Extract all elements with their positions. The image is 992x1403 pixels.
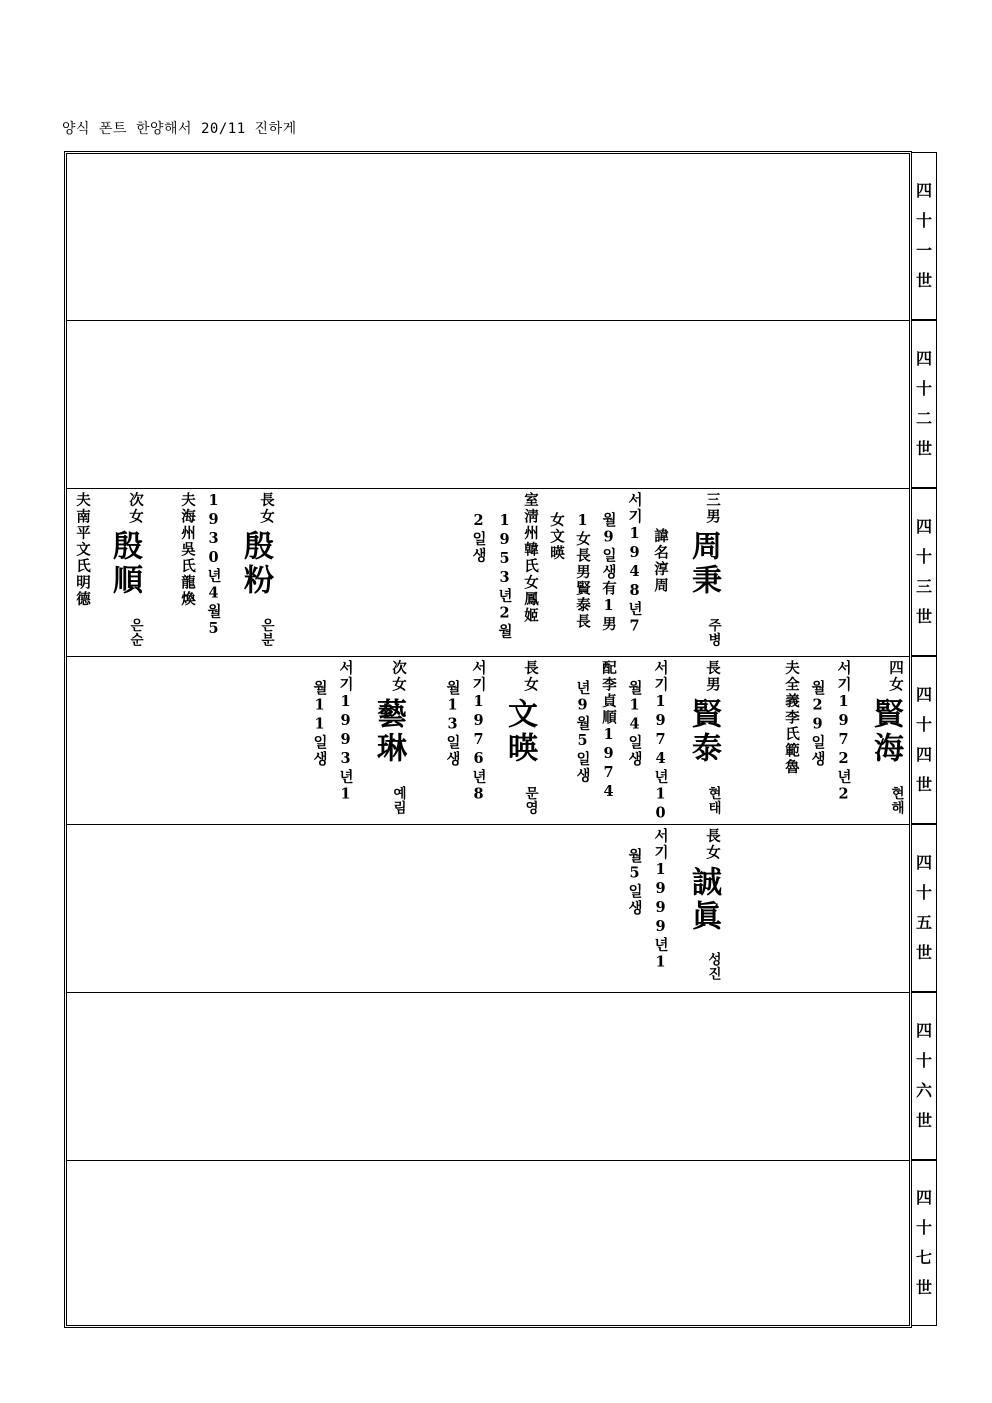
generation-label-44: 四 十 四 世 xyxy=(912,656,937,824)
person-husband-eunsun: 夫南平文氏明德 xyxy=(74,492,91,608)
person-spouse-birth-juhbyung-2: 2일생 xyxy=(470,512,487,564)
person-birth-juhbyung-2: 월9일생有1男 xyxy=(600,512,617,633)
person-birth-hyuntae-2: 월14일생 xyxy=(626,680,643,768)
generation-label-47: 四 十 七 世 xyxy=(912,1160,937,1326)
relation-first-daughter-45: 長女 xyxy=(704,828,721,861)
person-name-kor-hyuntae: 현태 xyxy=(705,786,721,815)
person-birth-yerim-2: 월11일생 xyxy=(311,680,328,768)
relation-first-son: 長男 xyxy=(704,660,721,693)
generation-label-46: 四 十 六 世 xyxy=(912,992,937,1160)
person-birth-hyuntae: 서기1974년10 xyxy=(652,660,669,824)
relation-first-daughter-44: 長女 xyxy=(522,660,539,693)
person-husband-hyunhae: 夫全義李氏範魯 xyxy=(783,660,800,776)
person-birth-eunbun: 1930년4월5 xyxy=(205,492,222,639)
row-gen-42 xyxy=(66,321,909,489)
person-spouse-hyuntae: 配李貞順1974 xyxy=(600,660,617,802)
person-birth-hyunhae: 서기1972년2 xyxy=(835,660,852,805)
row-gen-41 xyxy=(66,153,909,321)
person-birth-yerim: 서기1993년1 xyxy=(337,660,354,805)
relation-fourth-daughter: 四女 xyxy=(887,660,904,693)
generation-label-42: 四 十 二 世 xyxy=(912,320,937,488)
person-birth-hyunhae-2: 월29일생 xyxy=(809,680,826,768)
generation-label-43: 四 十 三 世 xyxy=(912,488,937,656)
person-birth-seongjin-2: 월5일생 xyxy=(626,848,643,917)
person-birth-juhbyung: 서기1948년7 xyxy=(626,492,643,637)
person-alias-juhbyung: 諱名淳周 xyxy=(652,528,669,594)
row-gen-46 xyxy=(66,993,909,1161)
person-name-seongjin: 誠眞 xyxy=(686,866,721,934)
row-gen-47 xyxy=(66,1161,909,1329)
person-spouse-birth-juhbyung: 1953년2월 xyxy=(496,512,513,640)
person-name-hyunhae: 賢海 xyxy=(868,698,903,766)
person-name-kor-eunbun: 은분 xyxy=(258,618,274,647)
person-name-yerim: 藝琳 xyxy=(371,698,406,766)
person-name-eunsun: 殷順 xyxy=(107,530,142,598)
row-gen-45 xyxy=(66,825,909,993)
generation-label-45: 四 十 五 世 xyxy=(912,824,937,992)
person-name-eunbun: 殷粉 xyxy=(238,530,273,598)
person-spouse-birth-hyuntae: 년9월5일생 xyxy=(574,680,591,784)
person-name-kor-seongjin: 성진 xyxy=(705,952,721,981)
person-children-juhbyung-2: 女文暎 xyxy=(548,512,565,562)
relation-second-daughter: 次女 xyxy=(127,492,144,525)
person-name-munyoung: 文暎 xyxy=(502,698,537,766)
relation-first-daughter: 長女 xyxy=(258,492,275,525)
person-name-kor-eunsun: 은순 xyxy=(127,618,143,647)
header-note: 양식 폰트 한양해서 20/11 진하게 xyxy=(62,121,297,137)
person-name-hyuntae: 賢泰 xyxy=(686,698,721,766)
relation-third-son: 三男 xyxy=(704,492,721,525)
person-name-juhbyung: 周秉 xyxy=(686,530,721,598)
person-birth-munyoung: 서기1976년8 xyxy=(470,660,487,805)
person-name-kor-yerim: 예림 xyxy=(390,786,406,815)
person-husband-eunbun: 夫海州吳氏龍煥 xyxy=(179,492,196,608)
person-name-kor-hyunhae: 현해 xyxy=(888,786,904,815)
person-spouse-juhbyung: 室淸州韓氏女鳳姬 xyxy=(522,492,539,624)
person-name-kor-juhbyung: 주병 xyxy=(705,618,721,647)
person-children-juhbyung: 1女長男賢泰長 xyxy=(574,512,591,630)
relation-second-daughter-44: 次女 xyxy=(390,660,407,693)
generation-label-41: 四 十 一 世 xyxy=(912,152,937,320)
person-birth-seongjin: 서기1999년1 xyxy=(652,828,669,973)
person-name-kor-munyoung: 문영 xyxy=(522,786,538,815)
person-birth-munyoung-2: 월13일생 xyxy=(444,680,461,768)
